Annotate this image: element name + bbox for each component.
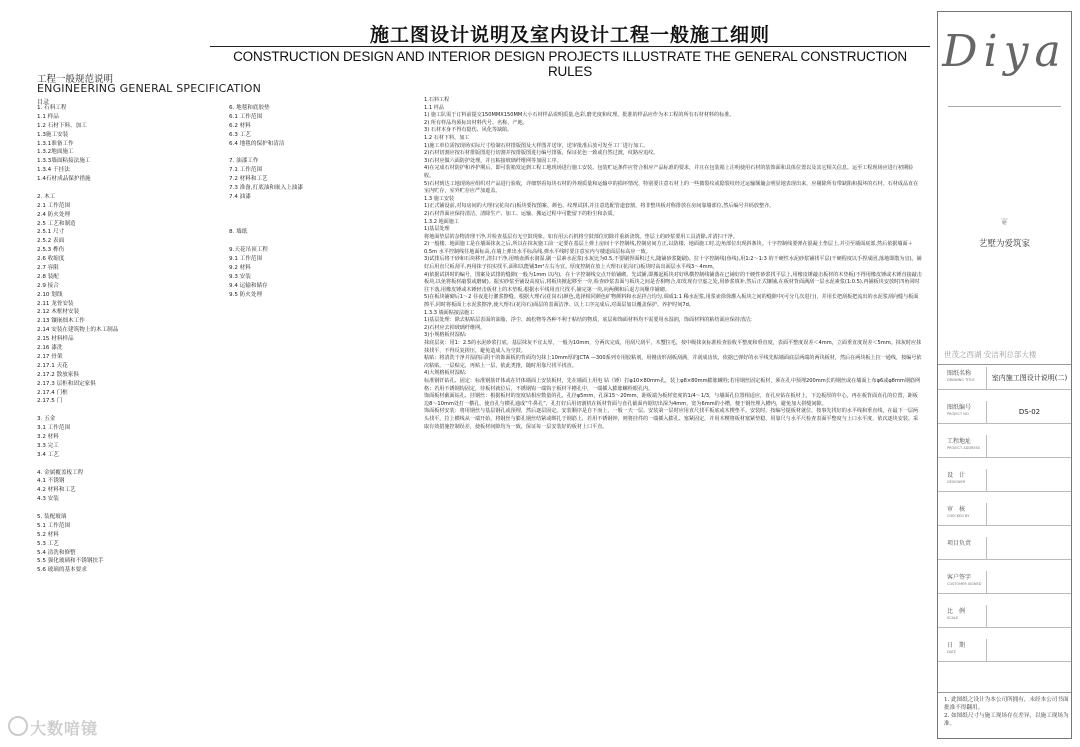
- row-label-sub: SCALE: [947, 616, 959, 620]
- toc-column-1: [37, 104, 222, 575]
- row-label: [947, 540, 971, 547]
- list-item: 7.4 油漆: [229, 193, 251, 200]
- spacer: [229, 237, 414, 246]
- list-item: 1.3.2 地面施工: [424, 218, 459, 225]
- list-item: 将地面垫层的杂物清理干净,并检查基层有无空鼓现象。如有用云石机将空鼓部位切除并重新浇筑。垫层上的砂浆要用工具清除,并清扫干净。: [424, 233, 738, 240]
- row-label: [947, 506, 969, 520]
- list-item: 2.7 容限: [37, 265, 59, 272]
- list-item: 5.1 工作范围: [37, 522, 71, 529]
- list-item: 1.3施工安装: [37, 131, 69, 138]
- list-item: 6. 地毯和底胶垫: [229, 105, 270, 111]
- list-item: 2.5.2 表面: [37, 238, 65, 245]
- list-item: 2.10 划线: [37, 291, 63, 298]
- list-item: 1.2 石材下料、加工: [37, 122, 87, 129]
- spacer: [37, 406, 222, 415]
- list-item: 2.17.5 门: [37, 398, 63, 405]
- list-item: 2.12 木框材安装: [37, 309, 80, 316]
- list-item: 5. 装配玻璃: [37, 513, 67, 520]
- list-item: 4)在完成石材防护和养护期后，即可装箱发运到工程工地现场进行施工安装。包装贮运条件应符合相应产品标准的要求，并且在包装箱上注明使用石材的装饰面和具体位置以及其它相关信息。运至工程现场应进行初期验收。: [424, 165, 914, 179]
- brand-logo: Diya: [942, 26, 1067, 77]
- title-block-row: [938, 401, 1071, 424]
- list-item: 7.2 材料和工艺: [229, 176, 268, 183]
- spacer: [37, 460, 222, 469]
- list-item: 1.1 样品: [424, 104, 444, 111]
- row-value: 室内施工图设计说明(二): [986, 367, 1072, 389]
- ornament-icon: ❦: [1000, 217, 1009, 228]
- divider: [938, 692, 1071, 693]
- list-item: 2.4 防火处理: [37, 211, 71, 218]
- list-item: 2.5.1 尺寸: [37, 229, 65, 236]
- title-block-row: [938, 639, 1071, 662]
- list-item: 1) 施工队需于订料前提交150MMX150MM大小石材样品说明质量,色彩,磨光度和纹理。批准的样品应作为本工程的所有石材材料的标准。: [424, 112, 735, 119]
- list-item: 4)依据试拼时的编号，图案及试排的缝隙(一般为1mm 以内)，在十字控制线交点开始铺砌。先试铺,即搬起板块对好纵横控制线铺落在已铺好的干硬性砂浆找平层上,用橡皮锤敲击板材的木垫板(不得用橡皮锤或木锤直接敲击板块,以免将板材敲裂或磨破)。振实砂浆至铺设高度后,将板块掀起移至一旁,检查砂浆表面与板块之间是否相吻合,如发现有空虚之处,用砂浆填补,然后正式镶铺,在板材背面满刮一层水泥素浆(1:0.5),再铺板块安放时四角同时往下落,用橡皮锤或木锤轻击板材上的木垫板,根据水平线用直尺找平,铺完第一块,向两侧和后退方向顺序铺砌。: [424, 271, 922, 293]
- list-item: 7. 油漆工作: [229, 158, 259, 165]
- list-item: 4.2 材料和工艺: [37, 487, 76, 494]
- watermark-icon: [8, 716, 28, 736]
- spacer: [37, 504, 222, 513]
- list-item: 3.4 工艺: [37, 451, 59, 458]
- list-item: 3.1 工作范围: [37, 425, 71, 432]
- list-item: 2.6 收缩度: [37, 256, 65, 263]
- list-item: 1.3.2地面施工: [37, 149, 74, 156]
- list-item: 2.9 接合: [37, 282, 59, 289]
- list-item: 4.3 安装: [37, 496, 59, 503]
- list-item: 2.17 骨架: [37, 353, 63, 360]
- row-label-text: 日 期: [947, 642, 966, 649]
- row-label-sub: PROJECT ADDRESS: [947, 446, 981, 450]
- list-item: 2.16 漆洗: [37, 345, 63, 352]
- list-item: 饰面板材安装：将用钢丝与基层钢孔或预埋，然后逐层固定。安装顺序是自下而上，一般一天一层。安装第一层时应用直尺找平板底或木楔垫平。安装时，按编号提板材就位，按事先找好的水平线和垂直线，在最下一层两头找平，拉上横线从一端开始，将钢丝与膨孔钢丝结紧或绑扎于钢筋上，若用不锈钢钟，则将挂件的一端插入膨孔、塞紧固定，并用木楔将板材塞紧垫稳，用靠尺与水平尺检查表面平整度与上口水平度，依次逐块安装。采取有效措施控制误差，使板材间隙均为一致，保证每一层安装好的板材上口平直。: [424, 408, 919, 430]
- list-item: 1.3 施工安装: [424, 195, 455, 202]
- list-item: 4)大规格板材湿贴:: [424, 370, 467, 377]
- list-item: 5)石材到达工地现场应组织对产品进行验收，详细察看每块石材的外观质量和运输中的损坏情况，特别要注意石材上的一些微裂纹或隐裂纹经过运输颠簸会明显地表现出来，应剔除所有带缺陷和损坏的石材。石材成品直在室内贮存，室外贮存应严加遮盖。: [424, 180, 919, 195]
- list-item: 2.13 镶嵌细木工作: [37, 318, 85, 325]
- row-label-sub: PROJECT NO.: [947, 412, 970, 416]
- list-item: 4. 金属覆盖板工程: [37, 469, 84, 476]
- list-item: 9.3 安装: [229, 273, 251, 280]
- row-label-sub: CUSTOMER SIGNED: [947, 582, 982, 586]
- list-item: 7.3 准备,打底油和嵌入上油漆: [229, 185, 303, 192]
- row-label-sub: DESIGNER: [947, 480, 966, 484]
- list-item: 抹底层灰：用1：2.5的水泥砂浆打底。基层抹灰不宜太厚，一般为10mm，分两次完成，用刮尺刮平，木蟹拉毛，按中级抹灰标准检查验收平整度和垂直度，表面平整度误差＜4mm，立面垂直度误差＜5mm。抹灰时应抹抹找平，不得反复搓压，避免造成人为空鼓。: [424, 340, 922, 354]
- list-item: 1)正式铺设前,对每房间的大理石(花岗石)板块要按图案、颜色、纹理试拼,并注意选配管道套割，将非整块板对称排放在房间靠墙部位,然后编号并码放整齐。: [424, 203, 775, 210]
- note-line: 2. 如图纸尺寸与施工现场存在差异，以施工现场为准。: [944, 713, 1069, 727]
- row-label-text: 比 例: [947, 608, 966, 615]
- spec-body: [424, 97, 922, 431]
- list-item: 9.天花吊顶工程: [229, 247, 268, 254]
- row-label-text: 图纸编号: [947, 404, 972, 411]
- page-title: 施工图设计说明及室内设计工程一般施工细则: [369, 24, 770, 46]
- list-item: 2.17.2 散放家俱: [37, 371, 79, 378]
- list-item: 1.4石材成品保护措施: [37, 176, 91, 183]
- title-block-row: [938, 503, 1071, 526]
- row-label-text: 工程地址: [947, 438, 972, 445]
- list-item: 2)石材应去掉玻璃纤维网。: [424, 324, 486, 331]
- row-value: [986, 639, 1072, 661]
- list-item: 5.4 清洗和修整: [37, 549, 76, 556]
- list-item: 1.3.1准备工作: [37, 140, 74, 147]
- row-label: [947, 404, 971, 418]
- list-item: 2.17.4 门框: [37, 389, 68, 396]
- row-value: DS-02: [986, 401, 1072, 423]
- row-label: [947, 438, 980, 452]
- list-item: 6.4 地毯的保护和清洁: [229, 140, 285, 147]
- list-item: 2.11 龙骨安装: [37, 300, 74, 307]
- divider: [938, 364, 1071, 365]
- project-name: 艺墅为爱筑家: [978, 239, 1030, 249]
- list-item: 9.5 防火处理: [229, 291, 263, 298]
- list-item: 饰面板材截面钻孔、挂钢丝：根据板材的宽度钻相应数量的孔，孔径φ5mm，孔深15～20mm，距板端为板材宽度的1/4～1/3，与墙面孔位置相适应，直孔应钻在板材上，下边板厚的中心，再在板背面直孔的位置，距板边8～10mm处打一横孔，使直孔与横孔通成“牛鼻孔”，孔打好后用切割机在板材背面与直孔截面内锯切出深为4mm，宽为6mm的小槽，便于钢丝埋入槽内，避免加大拼缝间隙。: [424, 393, 918, 407]
- list-item: 2.5.3 榫伤: [37, 247, 65, 254]
- row-label-text: 图纸名称: [947, 370, 972, 377]
- spacer: [229, 220, 414, 229]
- title-block-row: [938, 367, 1071, 390]
- title-block-notes: [944, 696, 1069, 728]
- title-block: [937, 11, 1072, 739]
- spacer: [229, 148, 414, 157]
- list-item: 1)基层处理: [424, 226, 450, 233]
- list-item: 2.17.1 天花: [37, 362, 68, 369]
- list-item: 2.8 装配: [37, 273, 59, 280]
- row-label: [947, 574, 981, 588]
- list-item: 1.3.3 墙面粘接法施工: [424, 309, 475, 316]
- list-item: 5)在板块铺砌后1～2 昼夜进行灌浆擦缝。根据大理石(花岗石)颜色,选择相同颜色矿物颜料和水泥拌合均匀,调成1:1 稀水泥浆,用浆壶徐徐灌入板块之间的缝隙中(可分几次进行)，并用长把刮板把流出的水泥浆刮向缝与板面擦平,同时将板面上水泥浆擦净,使大理石(花岗石)面层的表面洁净、以上工序完成后,对面层加以覆盖保护。养护时间7d。: [424, 294, 919, 309]
- list-item: 1)施工单位需按现场实际尺寸绘制石材排版图及大样图并送审，送审批准后放可发至工厂进行加工。: [424, 142, 649, 149]
- section-title: 工程一般规范说明: [37, 74, 114, 85]
- row-label: [947, 608, 965, 622]
- list-item: 8. 墙纸: [229, 229, 248, 236]
- row-value: [986, 435, 1072, 457]
- list-item: 3)石材应做六面防护处理，并且粘接玻璃纤维网等加固工序。: [424, 157, 562, 164]
- list-item: 9.4 运输和储存: [229, 282, 268, 289]
- title-block-row: [938, 469, 1071, 492]
- spacer: [229, 211, 414, 220]
- list-item: 6.1 工作范围: [229, 113, 263, 120]
- list-item: 3)试排后将干砂和石块移开,清扫干净,用喷壶洒水润湿,刷一层素水泥浆(水灰比为0.5,不要刷得面积过大,随铺砂浆随刷)。拉十字控制线(鱼线),用1:2～1:3 的干硬性水泥砂浆铺找平层(干硬程度以手捏成团,落地即散为宜)。铺好后用直尺板刮平,再用抹子拍实找平,面积以能铺3m²左右为宜。厚度控制在放上大理石(花岗石)板块时高出面层水平线3～4mm。: [424, 256, 922, 271]
- toc-column-2: [229, 104, 414, 300]
- list-item: 9.1 工作范围: [229, 256, 263, 263]
- section-title-en: ENGINEERING GENERAL SPECIFICATION: [37, 82, 262, 95]
- list-item: 3.3 完工: [37, 442, 59, 449]
- row-label: [947, 472, 965, 486]
- note-line: 1. 此图纸之设计为本公司所拥有，未经本公司书面批准不得翻用。: [944, 697, 1069, 711]
- list-item: 2.15 材料样品: [37, 336, 74, 343]
- list-item: 2.5 工艺和制造: [37, 220, 76, 227]
- row-value: [986, 469, 1072, 491]
- row-label-sub: DATE: [947, 650, 957, 654]
- list-item: 5.5 强化玻璃和不锈钢扶手: [37, 558, 104, 565]
- list-item: 7.1 工作范围: [229, 167, 263, 174]
- list-item: 3.2 材料: [37, 433, 59, 440]
- row-value: [986, 503, 1072, 525]
- spacer: [37, 184, 222, 193]
- list-item: 2. 木工: [37, 193, 56, 200]
- watermark: 大数喑镜: [30, 719, 99, 738]
- list-item: 3. 五金: [37, 416, 56, 423]
- list-item: 2.14 安装在建筑物上的木工制品: [37, 327, 119, 334]
- list-item: 9.2 材料: [229, 265, 251, 272]
- list-item: 2)石材切割应按石材排版图进行切割并按排版图进行编号排版，保证花色一致或自然过渡，纹路应追纹。: [424, 150, 659, 157]
- list-item: 标准钢钎钻孔、固定：标准钢筋钎体或在钎体墙面上安装板材，先在墙面上用电 钻（锤）打φ10×80mm孔，装上φ8×80mm膨胀螺栓;若用钢丝固定板材，须在孔中预埋200mm长的钢丝或在墙面上布φ6或φ8mm钢筋网格；若用不锈钢钩固定，待板材就位后，不锈钢钩一端钩于板材平槽孔中，一端插入膨胀螺栓眼孔内。: [424, 377, 921, 392]
- row-label-text: 项目负责: [947, 540, 972, 547]
- list-item: 3) 石材本身不得有隐伤、风化等缺陷。: [424, 127, 513, 134]
- list-item: 2)一般楼、地面施工是在墙面抹灰之后,所以在抹灰施工前一定要在基层上弹上房间十字控制线,控制房间方正,以防楼、地面施工时,边角部位出现斜条块。十字控制线要弹在混凝土垫层上,并引至墙面底部,然后依据墙面＋0.5m 水平控制线往地面标高,在墙上弹出水平标高线,弹水平线时要注意室内与楼道面层标高应一致。: [424, 241, 913, 255]
- list-item: 4.1 不锈钢: [37, 478, 65, 485]
- list-item: 1.石料工程: [424, 97, 450, 103]
- list-item: 6.2 材料: [229, 122, 251, 129]
- list-item: 5.6 玻璃的基本要求: [37, 567, 87, 574]
- row-label-sub: CHECKED BY: [947, 514, 970, 518]
- list-item: 1.2 石材下料、加工: [424, 134, 470, 141]
- title-block-row: [938, 435, 1071, 458]
- row-label: [947, 370, 975, 384]
- list-item: 1.1 样品: [37, 113, 59, 120]
- list-item: 5.2 材料: [37, 531, 59, 538]
- row-label-text: 设 计: [947, 472, 966, 479]
- list-item: 2)石材背面应保持清洁，清除生产、加工、运输、搬运过程中可能留下的粉尘和杂质。: [424, 210, 618, 217]
- list-item: 1. 石料工程: [37, 105, 67, 111]
- list-item: 1)基层处理：除去粘贴层表面的油脂、浮尘、疏松物等各种不利于粘结的物质，底层和饰面材料均不需要用水湿润，饰面材料的粘结面应保持清洁;: [424, 317, 752, 324]
- row-label: [947, 642, 965, 656]
- title-block-row: [938, 571, 1071, 594]
- page-title-en: CONSTRUCTION DESIGN AND INTERIOR DESIGN PROJECTS ILLUSTRATE THE GENERAL CONSTRUCTION RULES: [210, 46, 930, 79]
- building-name: 世茂之西湖 安洁利总部大楼: [944, 350, 1037, 359]
- toc-label: 目录: [37, 99, 50, 106]
- row-value: [986, 571, 1072, 593]
- list-item: 2.1 工作范围: [37, 202, 71, 209]
- list-item: 2.17.3 层柜和固定家俱: [37, 380, 96, 387]
- list-item: 1.3.4 干挂法: [37, 167, 70, 174]
- list-item: 5.3 工艺: [37, 540, 59, 547]
- spacer: [229, 202, 414, 211]
- list-item: 2) 所有样品均须标出材料代号、名称、产地。: [424, 119, 528, 126]
- list-item: 1.3.3墙面粘接法施工: [37, 158, 91, 165]
- row-label-sub: DRAWING TITLE: [947, 378, 975, 382]
- list-item: 3)小规格板材湿贴:: [424, 332, 467, 339]
- list-item: 6.3 工艺: [229, 131, 251, 138]
- row-value: [986, 605, 1072, 627]
- row-value: [986, 537, 1072, 559]
- list-item: 粘贴：将清洗干净并湿润后阴干的饰面板的背面均匀抹上10mm厚的JCTA —300系列专用胶粘剂，用镘齿形刮板刮满，并刮成齿状，依据已弹好的水平线先粘墙面底层两端的两块板材，然后在两块板上拉一通线，按编号依次粘贴。一层贴完，再贴上一层，依此类推，随时用靠尺找平找直。: [424, 355, 922, 369]
- divider: [948, 106, 1061, 107]
- row-label-text: 客户签字: [947, 574, 972, 581]
- title-block-row: [938, 605, 1071, 628]
- row-label-text: 审 核: [947, 506, 966, 513]
- title-block-row: [938, 537, 1071, 560]
